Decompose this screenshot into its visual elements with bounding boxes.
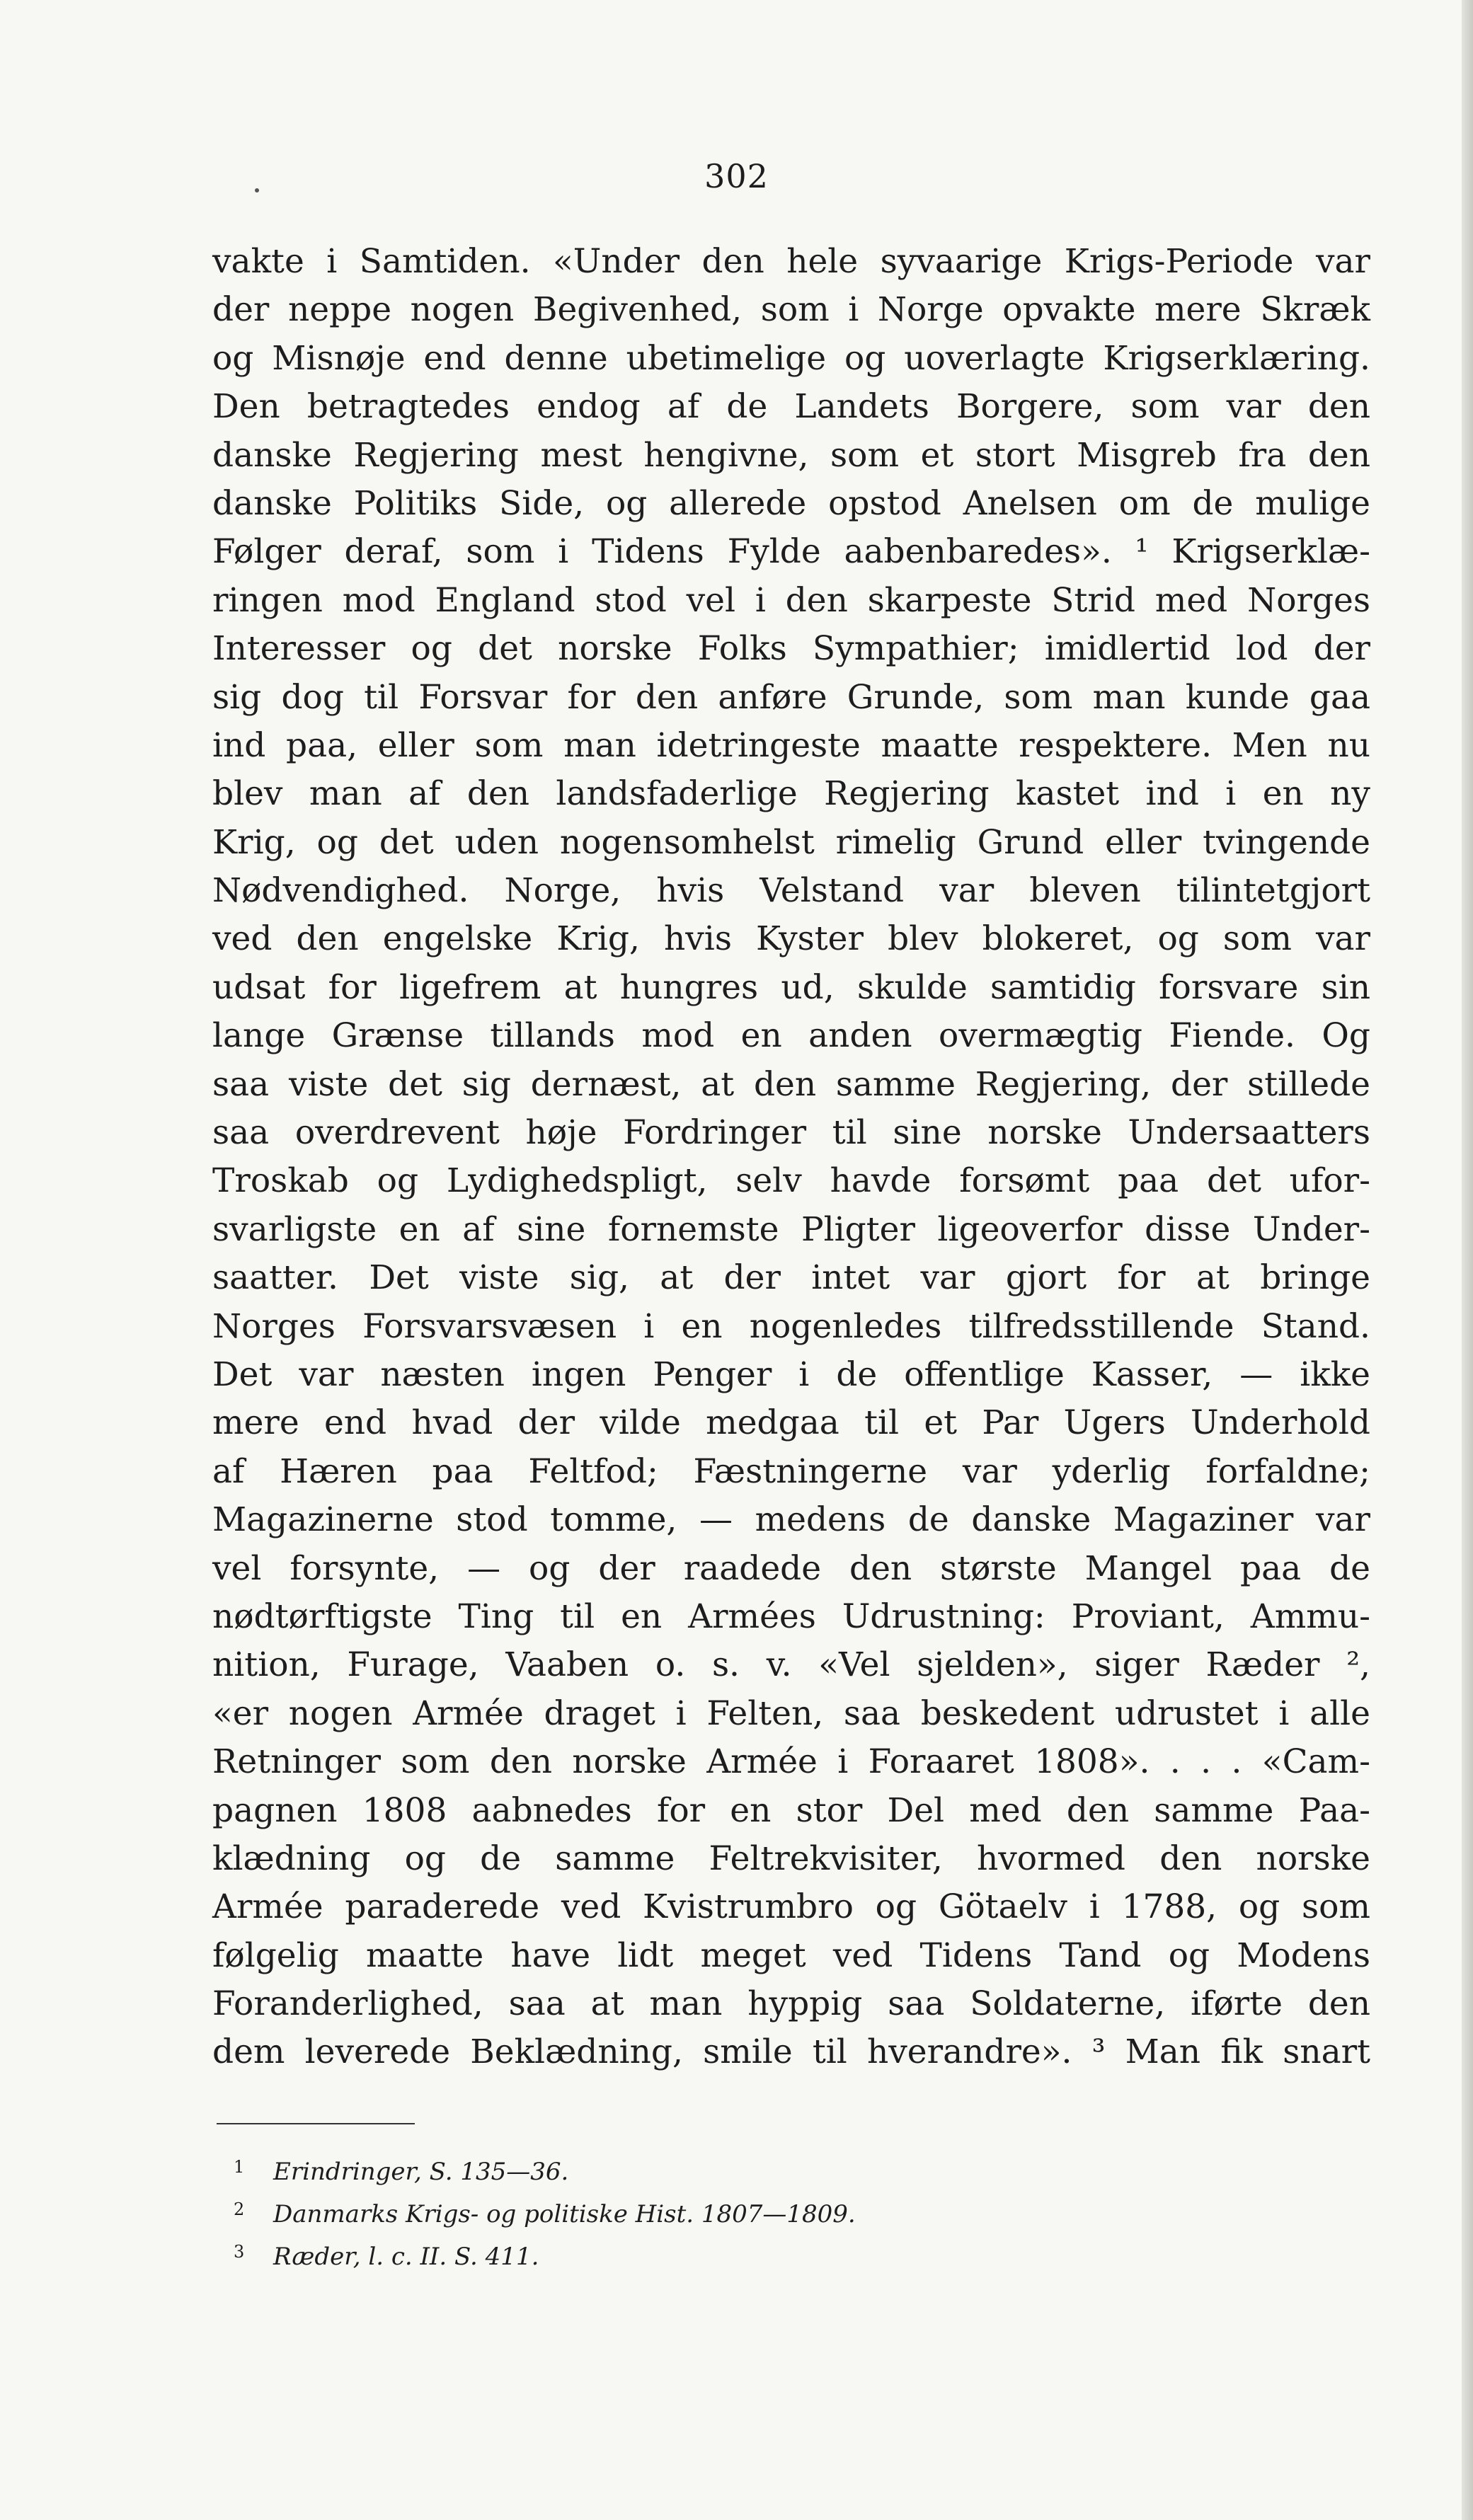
body-text: [212, 238, 1370, 2077]
text-line: saa overdrevent høje Fordringer til sine norske Undersaatters: [212, 1113, 1370, 1153]
text-line: Norges Forsvarsvæsen i en nogenledes tilfredsstillende Stand.: [212, 1306, 1370, 1346]
text-line: Retninger som den norske Armée i Foraaret 1808». . . . «Cam-: [212, 1742, 1370, 1782]
text-line: saa viste det sig dernæst, at den samme Regjering, der stillede: [212, 1064, 1370, 1104]
footnote: [234, 2231, 856, 2273]
text-line: danske Regjering mest hengivne, som et stort Misgreb fra den: [212, 435, 1370, 475]
text-line: klædning og de samme Feltrekvisiter, hvormed den norske: [212, 1839, 1370, 1878]
text-line: Den betragtedes endog af de Landets Borgere, som var den: [212, 387, 1370, 427]
text-line: ringen mod England stod vel i den skarpeste Strid med Norges: [212, 580, 1370, 620]
footnote-divider: [217, 2123, 415, 2124]
text-line: og Misnøje end denne ubetimelige og uoverlagte Krigserklæring.: [212, 338, 1370, 378]
text-line: følgelig maatte have lidt meget ved Tidens Tand og Modens: [212, 1935, 1370, 1975]
text-line: mere end hvad der vilde medgaa til et Par Ugers Underhold: [212, 1403, 1370, 1443]
text-line: sig dog til Forsvar for den anføre Grunde, som man kunde gaa: [212, 677, 1370, 717]
text-line: ind paa, eller som man idetringeste maatte respektere. Men nu: [212, 725, 1370, 765]
footnote-text: Erindringer, S. 135—36.: [273, 2158, 569, 2186]
text-line: danske Politiks Side, og allerede opstod Anelsen om de mulige: [212, 483, 1370, 523]
footnote-number: 2: [234, 2199, 245, 2219]
text-line: svarligste en af sine fornemste Pligter ligeoverfor disse Under-: [212, 1209, 1370, 1249]
text-line: Magazinerne stod tomme, — medens de danske Magaziner var: [212, 1500, 1370, 1540]
text-line: udsat for ligefrem at hungres ud, skulde samtidig forsvare sin: [212, 967, 1370, 1007]
text-line: lange Grænse tillands mod en anden overmægtig Fiende. Og: [212, 1016, 1370, 1056]
text-line: «er nogen Armée draget i Felten, saa beskedent udrustet i alle: [212, 1693, 1370, 1733]
text-line: Foranderlighed, saa at man hyppig saa Soldaterne, iførte den: [212, 1984, 1370, 2024]
text-line: nition, Furage, Vaaben o. s. v. «Vel sjelden», siger Ræder ²,: [212, 1645, 1370, 1685]
text-line: af Hæren paa Feltfod; Fæstningerne var yderlig forfaldne;: [212, 1451, 1370, 1491]
text-line: Nødvendighed. Norge, hvis Velstand var bleven tilintetgjort: [212, 871, 1370, 911]
text-line: pagnen 1808 aabnedes for en stor Del med den samme Paa-: [212, 1790, 1370, 1830]
text-line: nødtørftigste Ting til en Armées Udrustning: Proviant, Ammu-: [212, 1596, 1370, 1636]
text-line: der neppe nogen Begivenhed, som i Norge opvakte mere Skræk: [212, 290, 1370, 330]
text-line: blev man af den landsfaderlige Regjering kastet ind i en ny: [212, 774, 1370, 814]
footnote-text: Ræder, l. c. II. S. 411.: [273, 2243, 539, 2271]
text-line: Krig, og det uden nogensomhelst rimelig Grund eller tvingende: [212, 822, 1370, 862]
footnote: [234, 2188, 856, 2231]
text-line: saatter. Det viste sig, at der intet var gjort for at bringe: [212, 1258, 1370, 1298]
text-line: Følger deraf, som i Tidens Fylde aabenbaredes». ¹ Krigserklæ-: [212, 532, 1370, 572]
footnote-number: 3: [234, 2242, 245, 2262]
text-line: ved den engelske Krig, hvis Kyster blev blokeret, og som var: [212, 919, 1370, 959]
footnotes: [234, 2146, 856, 2273]
footnote-number: 1: [234, 2157, 245, 2177]
text-line: Det var næsten ingen Penger i de offentlige Kasser, — ikke: [212, 1354, 1370, 1394]
text-line: vel forsynte, — og der raadede den største Mangel paa de: [212, 1548, 1370, 1588]
text-line: dem leverede Beklædning, smile til hverandre». ³ Man fik snart: [212, 2032, 1370, 2072]
page-edge: [1462, 0, 1473, 2520]
text-line: Interesser og det norske Folks Sympathier; imidlertid lod der: [212, 629, 1370, 669]
text-line: Troskab og Lydighedspligt, selv havde forsømt paa det ufor-: [212, 1161, 1370, 1201]
footnote: [234, 2146, 856, 2188]
footnote-text: Danmarks Krigs- og politiske Hist. 1807—1809.: [273, 2200, 856, 2228]
page-number: 302: [704, 157, 769, 195]
text-line: Armée paraderede ved Kvistrumbro og Götaelv i 1788, og som: [212, 1887, 1370, 1927]
text-line: vakte i Samtiden. «Under den hele syvaarige Krigs-Periode var: [212, 242, 1370, 281]
